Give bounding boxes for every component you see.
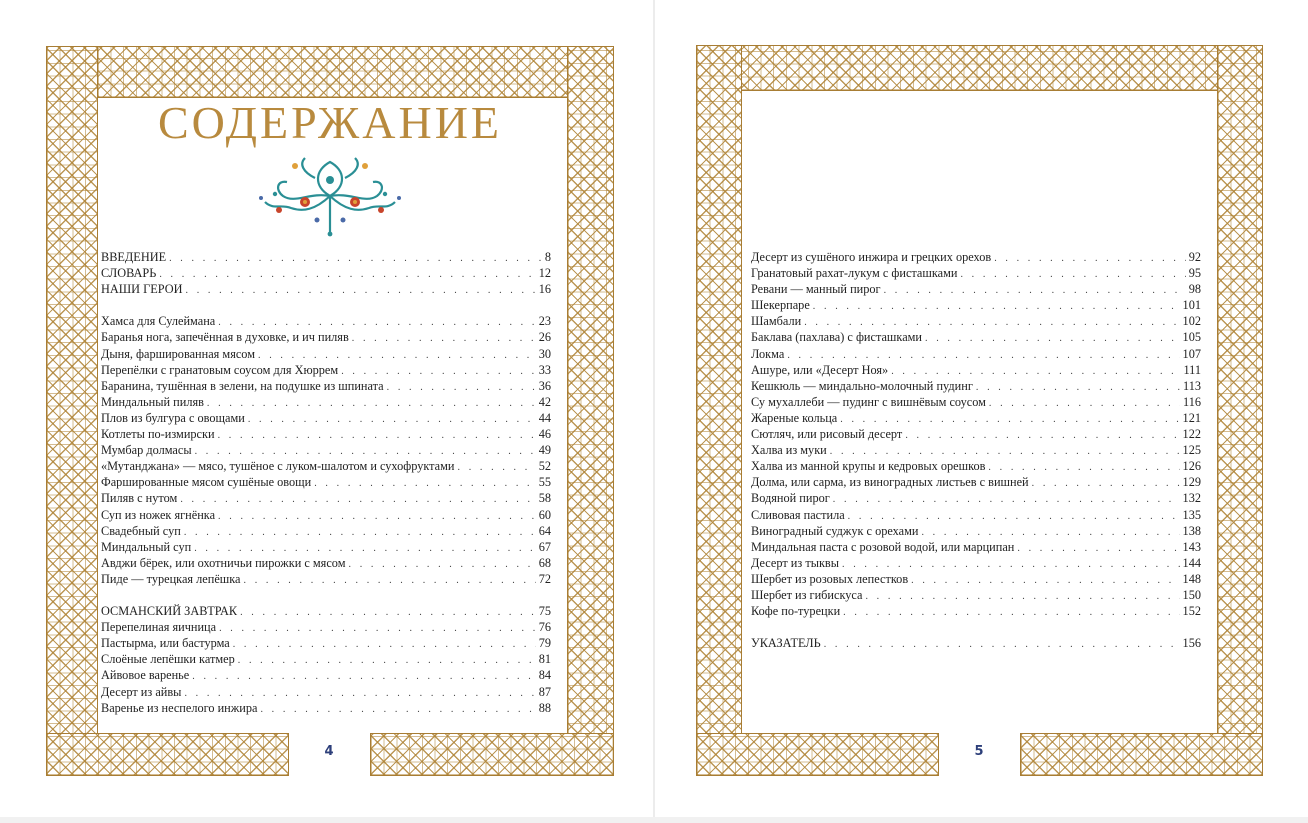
toc-entry-title: Су мухаллеби — пудинг с вишнёвым соусом: [751, 394, 986, 409]
toc-entry: [101, 281, 551, 297]
toc-entry-title: Перепелиная яичница: [101, 620, 217, 635]
toc-entry: [101, 346, 551, 362]
toc-entry: [751, 378, 1201, 394]
toc-entry: [751, 313, 1201, 329]
toc-entry: [751, 523, 1201, 539]
toc-entry: [751, 458, 1201, 474]
frame-left-border: [696, 45, 742, 776]
toc-entry: [101, 362, 551, 378]
toc-entry: [101, 394, 551, 410]
toc-entry-title: Шамбали: [751, 314, 802, 329]
toc-entry-page: 138: [1182, 523, 1201, 538]
toc-entry-page: 125: [1182, 443, 1201, 458]
toc-leader-dots: [207, 396, 536, 412]
toc-entry: [101, 490, 551, 506]
toc-entry-page: 12: [538, 266, 551, 281]
toc-entry-title: Шербет из гибискуса: [751, 587, 863, 602]
toc-entry-title: Плов из булгура с овощами: [101, 410, 245, 425]
toc-entry-title: Десерт из сушёного инжира и грецких орехов: [751, 250, 992, 264]
toc-entry: [101, 249, 551, 265]
toc-entry: [101, 684, 551, 700]
toc-entry-page: 64: [538, 523, 551, 538]
page-bottom-shadow: [0, 817, 1308, 823]
toc-entry: [751, 539, 1201, 555]
toc-entry-page: 33: [538, 362, 551, 377]
toc-leader-dots: [184, 525, 536, 541]
toc-entry-title: Водяной пирог: [751, 491, 830, 506]
toc-entry-page: 8: [544, 250, 551, 264]
toc-entry: [101, 458, 551, 474]
toc-entry-title: Миндальная паста с розовой водой, или марципан: [751, 539, 1015, 554]
toc-entry-title: Фаршированные мясом сушёные овощи: [101, 475, 312, 490]
toc-entry-page: 55: [538, 475, 551, 490]
toc-entry-title: Свадебный суп: [101, 523, 181, 538]
page-number: 4: [324, 744, 334, 759]
toc-entry-page: 150: [1182, 587, 1201, 602]
toc-entry-title: Мумбар долмасы: [101, 443, 192, 458]
toc-leader-dots: [960, 267, 1185, 283]
toc-entry: [751, 603, 1201, 619]
left-page: [0, 0, 653, 823]
toc-entry: [751, 281, 1201, 297]
toc-entry: [751, 555, 1201, 571]
toc-leader-dots: [159, 267, 535, 283]
toc-entry: [101, 619, 551, 635]
toc-leader-dots: [905, 428, 1179, 444]
toc-entry-title: Пастырма, или бастурма: [101, 636, 230, 651]
toc-entry-page: 101: [1182, 298, 1201, 313]
toc-leader-dots: [169, 251, 542, 267]
toc-leader-dots: [458, 460, 536, 476]
toc-entry-page: 148: [1182, 571, 1201, 586]
toc-entry-title: Перепёлки с гранатовым соусом для Хюррем: [101, 362, 339, 377]
toc-entry-page: 92: [1188, 250, 1201, 264]
toc-entry: [101, 378, 551, 394]
toc-entry-page: 98: [1188, 282, 1201, 297]
toc-leader-dots: [218, 428, 536, 444]
toc-entry-page: 44: [538, 410, 551, 425]
toc-leader-dots: [314, 476, 535, 492]
toc-entry-title: Айвовое варенье: [101, 668, 190, 683]
toc-entry: [751, 442, 1201, 458]
toc-entry-page: 84: [538, 668, 551, 683]
toc-entry: [751, 265, 1201, 281]
toc-entry-page: 116: [1183, 394, 1201, 409]
toc-entry-page: 52: [538, 459, 551, 474]
toc-entry-page: 23: [538, 314, 551, 329]
toc-entry-page: 72: [538, 571, 551, 586]
toc-entry-title: Халва из манной крупы и кедровых орешков: [751, 459, 986, 474]
toc-entry-page: 88: [538, 700, 551, 715]
toc-entry: [101, 507, 551, 523]
toc-entry: [101, 442, 551, 458]
toc-entry-page: 102: [1182, 314, 1201, 329]
toc-entry: [751, 587, 1201, 603]
toc-entry-title: Хамса для Сулеймана: [101, 314, 216, 329]
toc-leader-dots: [352, 331, 536, 347]
toc-entry-title: Баклава (пахлава) с фисташками: [751, 330, 923, 345]
toc-entry: [751, 329, 1201, 345]
toc-entry-title: Халва из муки: [751, 443, 827, 458]
toc-spacer: [101, 587, 551, 603]
toc-entry-title: УКАЗАТЕЛЬ: [751, 636, 821, 651]
toc-entry-page: 122: [1182, 427, 1201, 442]
toc-entry-title: Варенье из неспелого инжира: [101, 700, 258, 715]
toc-leader-dots: [180, 492, 535, 508]
toc-entry-page: 36: [538, 378, 551, 393]
toc-entry-title: Шекерпаре: [751, 298, 810, 313]
toc-leader-dots: [192, 669, 535, 685]
toc-entry-page: 126: [1182, 459, 1201, 474]
toc-entry-page: 105: [1182, 330, 1201, 345]
toc-entry-page: 143: [1182, 539, 1201, 554]
toc-entry: [751, 362, 1201, 378]
toc-list-right: [751, 249, 1201, 651]
toc-entry: [751, 474, 1201, 490]
toc-leader-dots: [349, 557, 536, 573]
toc-entry: [101, 603, 551, 619]
toc-entry: [751, 346, 1201, 362]
toc-entry-title: Долма, или сарма, из виноградных листьев с вишней: [751, 475, 1029, 490]
toc-entry: [101, 571, 551, 587]
toc-entry-page: 87: [538, 684, 551, 699]
frame-bottom-left-border: [696, 733, 939, 776]
toc-entry-title: ОСМАНСКИЙ ЗАВТРАК: [101, 604, 238, 619]
frame-top-border: [696, 45, 1263, 91]
page-number: 5: [974, 744, 984, 759]
toc-entry-page: 135: [1182, 507, 1201, 522]
toc-entry-title: Суп из ножек ягнёнка: [101, 507, 216, 522]
toc-entry-page: 152: [1182, 604, 1201, 619]
floral-ornament-icon: [255, 152, 405, 238]
toc-entry-title: Десерт из тыквы: [751, 555, 839, 570]
toc-leader-dots: [865, 589, 1179, 605]
toc-leader-dots: [387, 380, 536, 396]
toc-entry: [751, 571, 1201, 587]
toc-entry-title: Виноградный суджук с орехами: [751, 523, 919, 538]
toc-leader-dots: [1017, 541, 1179, 557]
toc-entry: [101, 667, 551, 683]
toc-entry-title: «Мутанджана» — мясо, тушёное с луком-шалотом и сухофруктами: [101, 459, 455, 474]
toc-entry-title: Локма: [751, 346, 785, 361]
toc-entry-page: 46: [538, 427, 551, 442]
toc-entry: [751, 490, 1201, 506]
toc-leader-dots: [925, 331, 1180, 347]
toc-entry-title: Слоёные лепёшки катмер: [101, 652, 235, 667]
toc-leader-dots: [813, 299, 1180, 315]
toc-leader-dots: [976, 380, 1180, 396]
frame-left-border: [46, 46, 98, 776]
toc-entry-page: 144: [1182, 555, 1201, 570]
toc-entry: [751, 249, 1201, 265]
toc-entry-page: 129: [1182, 475, 1201, 490]
toc-entry-title: Сютляч, или рисовый десерт: [751, 427, 903, 442]
toc-entry-page: 75: [538, 604, 551, 619]
frame-bottom-right-border: [1020, 733, 1263, 776]
toc-entry: [101, 700, 551, 716]
toc-entry-page: 81: [538, 652, 551, 667]
frame-top-border: [46, 46, 614, 98]
toc-entry: [751, 394, 1201, 410]
frame-right-border: [567, 46, 614, 776]
toc-entry-page: 16: [538, 282, 551, 297]
frame-bottom-left-border: [46, 733, 289, 776]
toc-entry-page: 95: [1188, 266, 1201, 281]
toc-spacer: [101, 297, 551, 313]
toc-leader-dots: [260, 702, 535, 718]
toc-entry: [101, 329, 551, 345]
toc-entry-title: Пиде — турецкая лепёшка: [101, 571, 241, 586]
toc-entry-title: ВВЕДЕНИЕ: [101, 250, 167, 264]
toc-entry: [751, 507, 1201, 523]
toc-entry-title: Ашуре, или «Десерт Ноя»: [751, 362, 889, 377]
toc-leader-dots: [238, 653, 536, 669]
toc-leader-dots: [219, 621, 536, 637]
toc-entry-title: Авджи бёрек, или охотничьи пирожки с мясом: [101, 555, 346, 570]
toc-entry-title: НАШИ ГЕРОИ: [101, 282, 183, 297]
toc-spacer: [751, 619, 1201, 635]
toc-entry-page: 58: [538, 491, 551, 506]
toc-leader-dots: [833, 492, 1180, 508]
toc-entry-title: Ревани — манный пирог: [751, 282, 881, 297]
toc-entry-page: 121: [1182, 410, 1201, 425]
toc-entry-page: 49: [538, 443, 551, 458]
toc-entry: [101, 523, 551, 539]
toc-entry: [751, 410, 1201, 426]
toc-entry-page: 42: [538, 394, 551, 409]
toc-entry: [101, 426, 551, 442]
toc-entry: [101, 474, 551, 490]
toc-entry-title: Баранья нога, запечённая в духовке, и ич пиляв: [101, 330, 349, 345]
toc-entry: [101, 635, 551, 651]
frame-right-border: [1217, 45, 1263, 776]
toc-leader-dots: [884, 283, 1186, 299]
toc-list-left: [101, 249, 551, 716]
toc-entry-title: Кофе по-турецки: [751, 604, 841, 619]
toc-entry-page: 113: [1183, 378, 1201, 393]
toc-entry: [101, 555, 551, 571]
toc-entry: [751, 635, 1201, 651]
toc-entry-page: 67: [538, 539, 551, 554]
toc-entry-page: 156: [1182, 636, 1201, 651]
toc-leader-dots: [248, 412, 536, 428]
toc-entry: [101, 410, 551, 426]
toc-entry-title: Кешкюль — миндально-молочный пудинг: [751, 378, 973, 393]
toc-entry-page: 60: [538, 507, 551, 522]
toc-entry-page: 68: [538, 555, 551, 570]
toc-entry-page: 79: [538, 636, 551, 651]
toc-entry-title: Гранатовый рахат-лукум с фисташками: [751, 266, 958, 281]
right-page: [655, 0, 1308, 823]
toc-leader-dots: [186, 283, 536, 299]
toc-entry-title: СЛОВАРЬ: [101, 266, 157, 281]
toc-leader-dots: [240, 605, 536, 621]
toc-entry: [101, 265, 551, 281]
toc-leader-dots: [824, 637, 1180, 653]
toc-entry: [101, 651, 551, 667]
toc-leader-dots: [994, 251, 1186, 267]
toc-entry-page: 107: [1182, 346, 1201, 361]
toc-entry-title: Миндальный суп: [101, 539, 192, 554]
toc-entry-title: Котлеты по-измирски: [101, 427, 215, 442]
toc-entry-title: Жареные кольца: [751, 410, 838, 425]
toc-entry: [751, 297, 1201, 313]
toc-entry-page: 132: [1182, 491, 1201, 506]
toc-leader-dots: [218, 509, 536, 525]
toc-entry-page: 30: [538, 346, 551, 361]
toc-entry-title: Дыня, фаршированная мясом: [101, 346, 255, 361]
toc-entry-title: Шербет из розовых лепестков: [751, 571, 909, 586]
page-title: СОДЕРЖАНИЕ: [157, 97, 503, 148]
frame-bottom-right-border: [370, 733, 614, 776]
toc-entry-page: 26: [538, 330, 551, 345]
toc-leader-dots: [1032, 476, 1180, 492]
toc-entry-title: Сливовая пастила: [751, 507, 845, 522]
toc-entry-title: Миндальный пиляв: [101, 394, 204, 409]
toc-leader-dots: [244, 573, 536, 589]
toc-leader-dots: [843, 605, 1179, 621]
toc-leader-dots: [233, 637, 536, 653]
toc-entry-title: Баранина, тушённая в зелени, на подушке из шпината: [101, 378, 384, 393]
toc-entry-title: Пиляв с нутом: [101, 491, 178, 506]
toc-entry: [101, 539, 551, 555]
toc-leader-dots: [911, 573, 1179, 589]
toc-leader-dots: [989, 396, 1180, 412]
toc-entry-page: 111: [1183, 362, 1201, 377]
toc-entry-page: 76: [538, 620, 551, 635]
toc-entry-title: Десерт из айвы: [101, 684, 182, 699]
toc-entry: [101, 313, 551, 329]
toc-entry: [751, 426, 1201, 442]
